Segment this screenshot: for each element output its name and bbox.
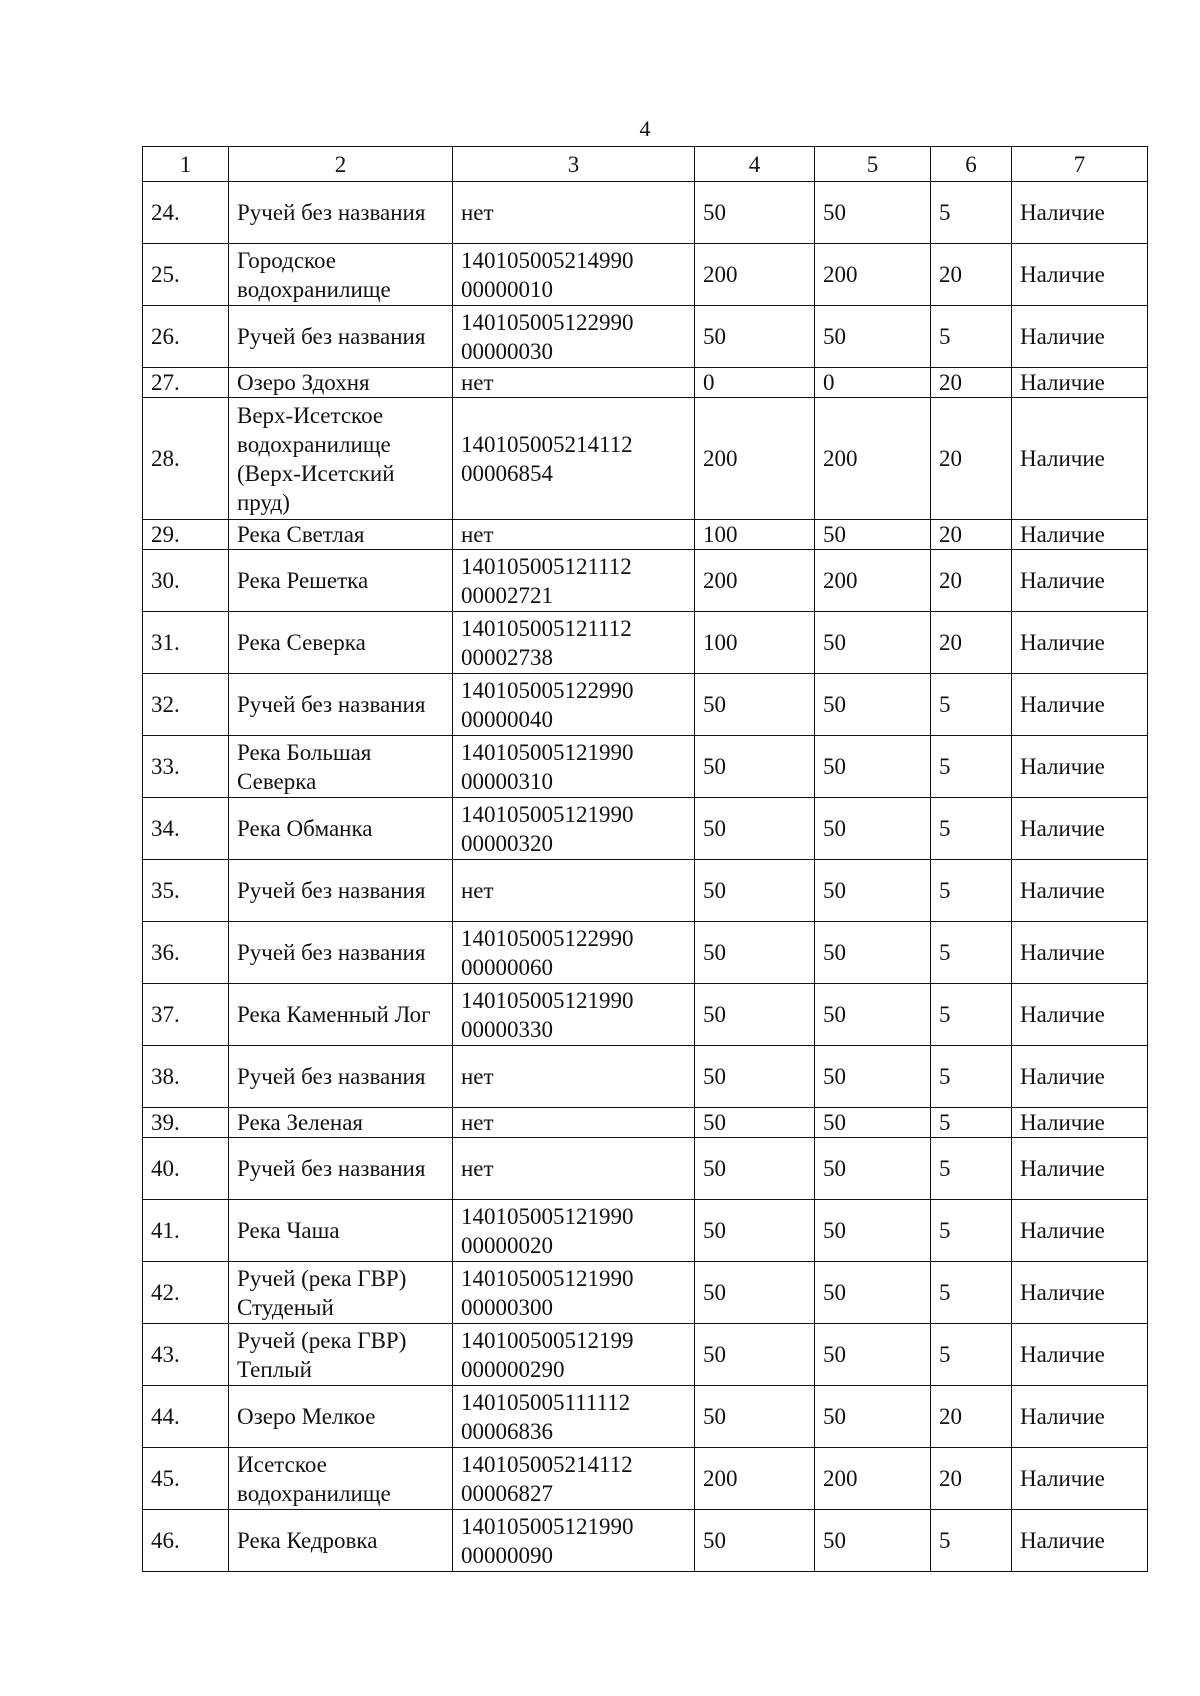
row-number-cell: 31. xyxy=(143,612,229,674)
column-5-cell: 50 xyxy=(815,736,931,798)
column-4-cell: 50 xyxy=(695,1510,815,1572)
row-number-cell: 38. xyxy=(143,1046,229,1108)
column-4-cell: 50 xyxy=(695,1386,815,1448)
table-row xyxy=(143,244,1148,306)
column-6-cell: 5 xyxy=(931,1510,1012,1572)
status-cell: Наличие xyxy=(1012,1262,1148,1324)
column-5-cell: 50 xyxy=(815,922,931,984)
registry-code-cell: 140105005121990 00000020 xyxy=(453,1200,695,1262)
table-row xyxy=(143,1200,1148,1262)
column-6-cell: 5 xyxy=(931,674,1012,736)
column-4-cell: 50 xyxy=(695,1138,815,1200)
table-row xyxy=(143,368,1148,398)
row-number-cell: 27. xyxy=(143,368,229,398)
column-4-cell: 50 xyxy=(695,1262,815,1324)
column-5-cell: 50 xyxy=(815,984,931,1046)
column-5-cell: 50 xyxy=(815,182,931,244)
status-cell: Наличие xyxy=(1012,1046,1148,1108)
column-6-cell: 5 xyxy=(931,306,1012,368)
column-6-cell: 5 xyxy=(931,1138,1012,1200)
column-4-cell: 50 xyxy=(695,674,815,736)
status-cell: Наличие xyxy=(1012,798,1148,860)
row-number-cell: 25. xyxy=(143,244,229,306)
column-4-cell: 50 xyxy=(695,860,815,922)
column-5-cell: 50 xyxy=(815,1510,931,1572)
water-body-name-cell: Ручей без названия xyxy=(229,674,453,736)
water-body-name-cell: Река Каменный Лог xyxy=(229,984,453,1046)
column-5-cell: 50 xyxy=(815,1046,931,1108)
column-6-cell: 5 xyxy=(931,1046,1012,1108)
row-number-cell: 45. xyxy=(143,1448,229,1510)
status-cell: Наличие xyxy=(1012,860,1148,922)
water-body-name-cell: Городское водохранилище xyxy=(229,244,453,306)
column-4-cell: 100 xyxy=(695,520,815,550)
row-number-cell: 33. xyxy=(143,736,229,798)
registry-code-cell: 140105005121112 00002738 xyxy=(453,612,695,674)
registry-code-cell: нет xyxy=(453,1138,695,1200)
status-cell: Наличие xyxy=(1012,398,1148,520)
row-number-cell: 36. xyxy=(143,922,229,984)
column-6-cell: 5 xyxy=(931,1324,1012,1386)
column-5-cell: 200 xyxy=(815,244,931,306)
water-body-name-cell: Река Обманка xyxy=(229,798,453,860)
column-6-cell: 20 xyxy=(931,550,1012,612)
column-5-cell: 50 xyxy=(815,1108,931,1138)
row-number-cell: 46. xyxy=(143,1510,229,1572)
water-body-name-cell: Река Северка xyxy=(229,612,453,674)
registry-code-cell: нет xyxy=(453,1046,695,1108)
column-4-cell: 50 xyxy=(695,736,815,798)
column-header: 1 xyxy=(143,147,229,182)
column-4-cell: 50 xyxy=(695,182,815,244)
status-cell: Наличие xyxy=(1012,1138,1148,1200)
registry-code-cell: 140105005121990 00000090 xyxy=(453,1510,695,1572)
registry-code-cell: нет xyxy=(453,860,695,922)
column-6-cell: 5 xyxy=(931,1108,1012,1138)
column-6-cell: 20 xyxy=(931,612,1012,674)
page-number: 4 xyxy=(639,116,651,141)
status-cell: Наличие xyxy=(1012,1108,1148,1138)
row-number-cell: 40. xyxy=(143,1138,229,1200)
water-bodies-table xyxy=(142,146,1148,1572)
status-cell: Наличие xyxy=(1012,922,1148,984)
column-4-cell: 200 xyxy=(695,550,815,612)
column-4-cell: 50 xyxy=(695,306,815,368)
table-row xyxy=(143,1448,1148,1510)
table-row xyxy=(143,1262,1148,1324)
column-5-cell: 50 xyxy=(815,612,931,674)
registry-code-cell: 140105005121990 00000300 xyxy=(453,1262,695,1324)
column-header: 5 xyxy=(815,147,931,182)
table-row xyxy=(143,550,1148,612)
status-cell: Наличие xyxy=(1012,1448,1148,1510)
status-cell: Наличие xyxy=(1012,674,1148,736)
status-cell: Наличие xyxy=(1012,368,1148,398)
column-4-cell: 50 xyxy=(695,984,815,1046)
status-cell: Наличие xyxy=(1012,1386,1148,1448)
column-6-cell: 5 xyxy=(931,182,1012,244)
column-5-cell: 200 xyxy=(815,550,931,612)
column-5-cell: 50 xyxy=(815,674,931,736)
table-row xyxy=(143,1046,1148,1108)
water-body-name-cell: Река Зеленая xyxy=(229,1108,453,1138)
water-body-name-cell: Ручей без названия xyxy=(229,860,453,922)
column-4-cell: 50 xyxy=(695,1108,815,1138)
column-6-cell: 5 xyxy=(931,798,1012,860)
registry-code-cell: 140105005214990 00000010 xyxy=(453,244,695,306)
row-number-cell: 28. xyxy=(143,398,229,520)
column-6-cell: 5 xyxy=(931,1262,1012,1324)
table-row xyxy=(143,798,1148,860)
row-number-cell: 26. xyxy=(143,306,229,368)
table-row xyxy=(143,1510,1148,1572)
status-cell: Наличие xyxy=(1012,1510,1148,1572)
registry-code-cell: 140105005121990 00000310 xyxy=(453,736,695,798)
water-body-name-cell: Ручей (река ГВР) Теплый xyxy=(229,1324,453,1386)
table-row xyxy=(143,612,1148,674)
column-header: 2 xyxy=(229,147,453,182)
table-row xyxy=(143,182,1148,244)
column-4-cell: 50 xyxy=(695,1324,815,1386)
column-4-cell: 200 xyxy=(695,1448,815,1510)
column-4-cell: 200 xyxy=(695,244,815,306)
water-body-name-cell: Ручей (река ГВР) Студеный xyxy=(229,1262,453,1324)
column-6-cell: 20 xyxy=(931,398,1012,520)
column-5-cell: 50 xyxy=(815,1200,931,1262)
row-number-cell: 24. xyxy=(143,182,229,244)
column-6-cell: 20 xyxy=(931,368,1012,398)
registry-code-cell: нет xyxy=(453,1108,695,1138)
column-5-cell: 50 xyxy=(815,306,931,368)
registry-code-cell: 140105005121990 00000330 xyxy=(453,984,695,1046)
table-row xyxy=(143,922,1148,984)
water-body-name-cell: Ручей без названия xyxy=(229,306,453,368)
header-row xyxy=(143,147,1148,182)
registry-code-cell: 140100500512199 000000290 xyxy=(453,1324,695,1386)
row-number-cell: 37. xyxy=(143,984,229,1046)
column-5-cell: 50 xyxy=(815,1262,931,1324)
row-number-cell: 34. xyxy=(143,798,229,860)
status-cell: Наличие xyxy=(1012,984,1148,1046)
table-row xyxy=(143,1108,1148,1138)
column-header: 4 xyxy=(695,147,815,182)
registry-code-cell: 140105005111112 00006836 xyxy=(453,1386,695,1448)
column-5-cell: 200 xyxy=(815,1448,931,1510)
column-5-cell: 0 xyxy=(815,368,931,398)
table-row xyxy=(143,1324,1148,1386)
column-4-cell: 50 xyxy=(695,1046,815,1108)
row-number-cell: 30. xyxy=(143,550,229,612)
row-number-cell: 32. xyxy=(143,674,229,736)
column-header: 6 xyxy=(931,147,1012,182)
column-6-cell: 5 xyxy=(931,922,1012,984)
registry-code-cell: 140105005121112 00002721 xyxy=(453,550,695,612)
water-body-name-cell: Озеро Здохня xyxy=(229,368,453,398)
registry-code-cell: нет xyxy=(453,520,695,550)
row-number-cell: 29. xyxy=(143,520,229,550)
column-6-cell: 20 xyxy=(931,520,1012,550)
status-cell: Наличие xyxy=(1012,306,1148,368)
table-row xyxy=(143,1138,1148,1200)
column-5-cell: 50 xyxy=(815,520,931,550)
column-6-cell: 20 xyxy=(931,1386,1012,1448)
row-number-cell: 41. xyxy=(143,1200,229,1262)
column-4-cell: 50 xyxy=(695,1200,815,1262)
registry-code-cell: 140105005214112 00006854 xyxy=(453,398,695,520)
water-body-name-cell: Исетское водохранилище xyxy=(229,1448,453,1510)
water-body-name-cell: Река Светлая xyxy=(229,520,453,550)
status-cell: Наличие xyxy=(1012,612,1148,674)
column-5-cell: 50 xyxy=(815,1386,931,1448)
column-5-cell: 200 xyxy=(815,398,931,520)
column-header: 7 xyxy=(1012,147,1148,182)
column-5-cell: 50 xyxy=(815,860,931,922)
column-6-cell: 5 xyxy=(931,1200,1012,1262)
column-6-cell: 20 xyxy=(931,244,1012,306)
column-4-cell: 100 xyxy=(695,612,815,674)
column-4-cell: 50 xyxy=(695,922,815,984)
water-body-name-cell: Река Большая Северка xyxy=(229,736,453,798)
water-body-name-cell: Озеро Мелкое xyxy=(229,1386,453,1448)
water-body-name-cell: Верх-Исетское водохранилище (Верх-Исетский пруд) xyxy=(229,398,453,520)
column-6-cell: 5 xyxy=(931,860,1012,922)
row-number-cell: 44. xyxy=(143,1386,229,1448)
row-number-cell: 43. xyxy=(143,1324,229,1386)
column-6-cell: 20 xyxy=(931,1448,1012,1510)
table-row xyxy=(143,984,1148,1046)
status-cell: Наличие xyxy=(1012,550,1148,612)
water-body-name-cell: Ручей без названия xyxy=(229,1138,453,1200)
registry-code-cell: нет xyxy=(453,182,695,244)
column-4-cell: 50 xyxy=(695,798,815,860)
registry-code-cell: 140105005122990 00000030 xyxy=(453,306,695,368)
column-5-cell: 50 xyxy=(815,1138,931,1200)
column-header: 3 xyxy=(453,147,695,182)
column-5-cell: 50 xyxy=(815,798,931,860)
status-cell: Наличие xyxy=(1012,244,1148,306)
registry-code-cell: нет xyxy=(453,368,695,398)
status-cell: Наличие xyxy=(1012,520,1148,550)
status-cell: Наличие xyxy=(1012,182,1148,244)
table-row xyxy=(143,520,1148,550)
table-row xyxy=(143,674,1148,736)
water-body-name-cell: Ручей без названия xyxy=(229,922,453,984)
water-body-name-cell: Ручей без названия xyxy=(229,182,453,244)
table-row xyxy=(143,1386,1148,1448)
water-body-name-cell: Река Решетка xyxy=(229,550,453,612)
row-number-cell: 42. xyxy=(143,1262,229,1324)
table-row xyxy=(143,736,1148,798)
row-number-cell: 35. xyxy=(143,860,229,922)
row-number-cell: 39. xyxy=(143,1108,229,1138)
table-row xyxy=(143,398,1148,520)
column-4-cell: 200 xyxy=(695,398,815,520)
registry-code-cell: 140105005122990 00000060 xyxy=(453,922,695,984)
registry-code-cell: 140105005214112 00006827 xyxy=(453,1448,695,1510)
registry-code-cell: 140105005121990 00000320 xyxy=(453,798,695,860)
water-body-name-cell: Река Кедровка xyxy=(229,1510,453,1572)
status-cell: Наличие xyxy=(1012,1324,1148,1386)
status-cell: Наличие xyxy=(1012,1200,1148,1262)
table-row xyxy=(143,860,1148,922)
column-5-cell: 50 xyxy=(815,1324,931,1386)
column-6-cell: 5 xyxy=(931,736,1012,798)
status-cell: Наличие xyxy=(1012,736,1148,798)
registry-code-cell: 140105005122990 00000040 xyxy=(453,674,695,736)
table-row xyxy=(143,306,1148,368)
column-6-cell: 5 xyxy=(931,984,1012,1046)
water-body-name-cell: Река Чаша xyxy=(229,1200,453,1262)
water-body-name-cell: Ручей без названия xyxy=(229,1046,453,1108)
column-4-cell: 0 xyxy=(695,368,815,398)
